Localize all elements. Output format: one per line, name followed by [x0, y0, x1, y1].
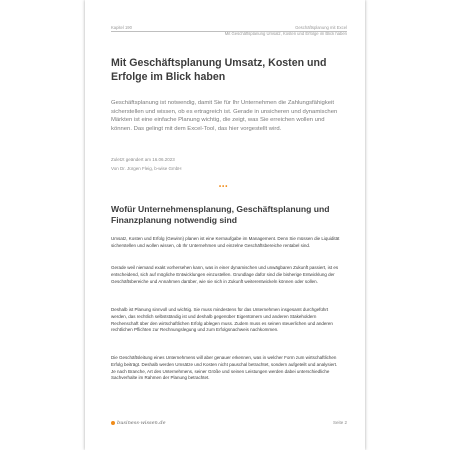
footer-logo[interactable]	[111, 420, 166, 426]
header-divider	[111, 31, 347, 32]
paragraph: Umsatz, Kosten und Erfolg (Gewinn) planen ist eine Kernaufgabe im Management. Denn Sie müssen die Liquidität sicherstellen und wollen wissen, ob Ihr Unternehmen und einzelne Geschäftsbereiche rentabel sind.	[111, 236, 340, 248]
paragraph: Die Geschäftsleitung eines Unternehmens will aber genauer erkennen, was in welcher Form zum wirtschaftlichen Erfolg beiträgt. Deshalb werden Umsätze und Kosten nicht pauschal betrachtet, sondern aufgeteilt und analysiert. Je nach Branche, Art des Unternehmens, seiner Größe und seinen Leistungen werden dabei unterschiedliche Sachverhalte im Rahmen der Planung betrachtet.	[111, 355, 338, 381]
paragraph: Deshalb ist Planung sinnvoll und wichtig. Sie muss mindestens für das Unternehmen insgesamt durchgeführt werden, das rechtlich selbstständig ist und deshalb gegenüber Eigentümern und anderen Stakeholdern Rechenschaft über den wirtschaftlichen Erfolg ablegen muss. Zudem muss es seinen steuerlichen und anderen rechtlichen Pflichten zur Rechnungslegung und zum Erfolgsnachweis nachkommen.	[111, 307, 333, 333]
page-number: Seite 2	[332, 420, 347, 425]
header-chapter: Kapitel 190	[111, 25, 132, 30]
header-section	[224, 25, 347, 36]
document-page	[85, 0, 365, 450]
header-section-title: Geschäftsplanung mit Excel	[295, 25, 347, 30]
logo-dot-icon	[111, 421, 115, 425]
logo-text: business-wissen.de	[117, 420, 166, 426]
header-subtitle: Mit Geschäftsplanung Umsatz, Kosten und Erfolge im Blick haben	[224, 31, 347, 36]
updated-date: Zuletzt geändert am 16.06.2023	[111, 157, 175, 162]
section-separator: •••	[219, 184, 229, 190]
author-line: Von Dr. Jürgen Fleig, b-wise GmbH	[111, 166, 182, 171]
section-heading: Wofür Unternehmensplanung, Geschäftsplanung und Finanzplanung notwendig sind	[111, 204, 330, 225]
article-title: Mit Geschäftsplanung Umsatz, Kosten und Erfolge im Blick haben	[111, 57, 327, 83]
article-lead: Geschäftsplanung ist notwendig, damit Sie für Ihr Unternehmen die Zahlungsfähigkeit sicherstellen und wissen, ob es ertragreich ist. Gerade in unsicheren und dynamischen Märkten ist eine einfache Planung wichtig, die zeigt, was Sie erreichen wollen und können. Das gelingt mit dem Excel-Tool, das hier vorgestellt wird.	[111, 100, 338, 133]
paragraph: Gerade weil niemand exakt vorhersehen kann, was in einer dynamischen und unwägbaren Zukunft passiert, ist es entscheidend, sich auf mögliche Entwicklungen einzustellen. Grundlage dafür sind die bisherige Entwicklung der Geschäftsbereiche und Annahmen darüber, wie sie sich in Zukunft weiterentwickeln können oder sollen.	[111, 265, 339, 284]
